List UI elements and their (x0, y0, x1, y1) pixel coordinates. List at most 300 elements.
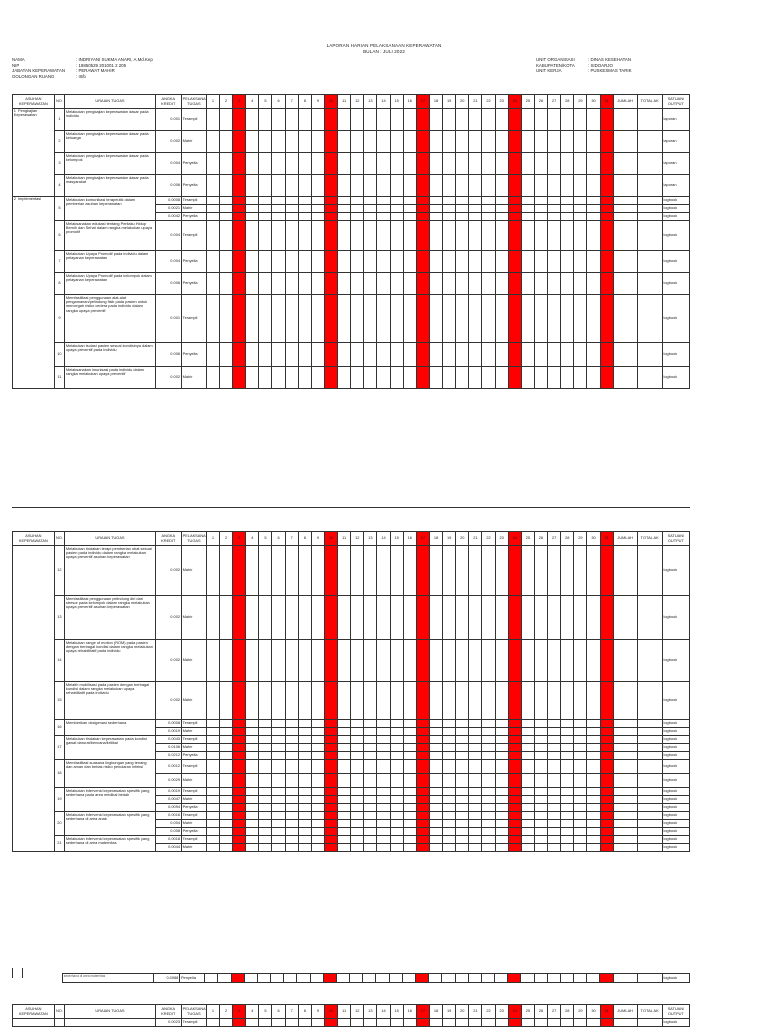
day-cell[interactable] (521, 175, 534, 197)
day-cell[interactable] (534, 720, 547, 728)
day-cell[interactable] (587, 728, 600, 736)
day-cell[interactable] (403, 736, 416, 744)
day-cell[interactable] (574, 175, 587, 197)
day-cell[interactable] (219, 812, 232, 820)
day-cell[interactable] (259, 153, 272, 175)
day-cell[interactable] (548, 836, 561, 844)
day-cell[interactable] (495, 812, 508, 820)
day-cell[interactable] (219, 367, 232, 389)
day-cell[interactable] (364, 820, 377, 828)
day-cell[interactable] (259, 804, 272, 812)
day-cell[interactable] (311, 828, 324, 836)
day-cell[interactable] (508, 205, 521, 213)
day-cell[interactable] (338, 546, 351, 596)
day-cell[interactable] (311, 820, 324, 828)
day-cell[interactable] (548, 812, 561, 820)
day-cell[interactable] (233, 736, 246, 744)
day-cell[interactable] (600, 828, 613, 836)
day-cell[interactable] (521, 760, 534, 774)
day-cell[interactable] (311, 640, 324, 682)
day-cell[interactable] (534, 788, 547, 796)
day-cell[interactable] (246, 295, 259, 343)
day-cell[interactable] (390, 546, 403, 596)
day-cell[interactable] (548, 720, 561, 728)
day-cell[interactable] (403, 820, 416, 828)
day-cell[interactable] (219, 273, 232, 295)
day-cell[interactable] (311, 295, 324, 343)
day-cell[interactable] (403, 640, 416, 682)
day-cell[interactable] (364, 343, 377, 367)
day-cell[interactable] (482, 197, 495, 205)
day-cell[interactable] (206, 774, 219, 788)
day-cell[interactable] (219, 131, 232, 153)
day-cell[interactable] (429, 974, 442, 983)
day-cell[interactable] (443, 812, 456, 820)
day-cell[interactable] (574, 131, 587, 153)
day-cell[interactable] (443, 197, 456, 205)
day-cell[interactable] (495, 828, 508, 836)
day-cell[interactable] (469, 720, 482, 728)
day-cell[interactable] (574, 752, 587, 760)
day-cell[interactable] (285, 367, 298, 389)
day-cell[interactable] (233, 728, 246, 736)
day-cell[interactable] (429, 640, 442, 682)
day-cell[interactable] (390, 844, 403, 852)
day-cell[interactable] (416, 295, 429, 343)
day-cell[interactable] (482, 774, 495, 788)
day-cell[interactable] (587, 774, 600, 788)
total-ak-cell[interactable] (637, 273, 662, 295)
day-cell[interactable] (246, 828, 259, 836)
day-cell[interactable] (403, 596, 416, 640)
day-cell[interactable] (364, 251, 377, 273)
day-cell[interactable] (351, 812, 364, 820)
day-cell[interactable] (324, 251, 337, 273)
total-ak-cell[interactable] (637, 796, 662, 804)
day-cell[interactable] (219, 153, 232, 175)
day-cell[interactable] (508, 367, 521, 389)
total-ak-cell[interactable] (637, 213, 662, 221)
day-cell[interactable] (285, 828, 298, 836)
day-cell[interactable] (206, 836, 219, 844)
day-cell[interactable] (219, 844, 232, 852)
day-cell[interactable] (285, 820, 298, 828)
total-ak-cell[interactable] (637, 820, 662, 828)
day-cell[interactable] (548, 153, 561, 175)
day-cell[interactable] (285, 251, 298, 273)
day-cell[interactable] (272, 788, 285, 796)
day-cell[interactable] (574, 820, 587, 828)
day-cell[interactable] (587, 197, 600, 205)
day-cell[interactable] (416, 251, 429, 273)
day-cell[interactable] (390, 728, 403, 736)
day-cell[interactable] (561, 788, 574, 796)
day-cell[interactable] (311, 728, 324, 736)
day-cell[interactable] (324, 720, 337, 728)
day-cell[interactable] (364, 109, 377, 131)
day-cell[interactable] (495, 153, 508, 175)
day-cell[interactable] (311, 221, 324, 251)
day-cell[interactable] (561, 367, 574, 389)
day-cell[interactable] (600, 760, 613, 774)
day-cell[interactable] (364, 812, 377, 820)
day-cell[interactable] (377, 736, 390, 744)
day-cell[interactable] (219, 109, 232, 131)
day-cell[interactable] (469, 109, 482, 131)
day-cell[interactable] (495, 752, 508, 760)
day-cell[interactable] (429, 820, 442, 828)
day-cell[interactable] (324, 796, 337, 804)
day-cell[interactable] (403, 367, 416, 389)
day-cell[interactable] (272, 752, 285, 760)
day-cell[interactable] (364, 728, 377, 736)
day-cell[interactable] (443, 205, 456, 213)
day-cell[interactable] (561, 596, 574, 640)
day-cell[interactable] (600, 812, 613, 820)
day-cell[interactable] (495, 796, 508, 804)
day-cell[interactable] (364, 774, 377, 788)
day-cell[interactable] (521, 213, 534, 221)
day-cell[interactable] (206, 682, 219, 720)
day-cell[interactable] (561, 720, 574, 728)
day-cell[interactable] (416, 820, 429, 828)
day-cell[interactable] (495, 273, 508, 295)
day-cell[interactable] (219, 640, 232, 682)
day-cell[interactable] (298, 820, 311, 828)
day-cell[interactable] (600, 596, 613, 640)
day-cell[interactable] (364, 153, 377, 175)
day-cell[interactable] (364, 828, 377, 836)
day-cell[interactable] (456, 836, 469, 844)
day-cell[interactable] (311, 197, 324, 205)
day-cell[interactable] (429, 273, 442, 295)
day-cell[interactable] (285, 836, 298, 844)
day-cell[interactable] (429, 197, 442, 205)
day-cell[interactable] (246, 836, 259, 844)
day-cell[interactable] (521, 197, 534, 205)
day-cell[interactable] (298, 774, 311, 788)
day-cell[interactable] (233, 812, 246, 820)
total-ak-cell[interactable] (637, 828, 662, 836)
day-cell[interactable] (338, 774, 351, 788)
day-cell[interactable] (469, 828, 482, 836)
day-cell[interactable] (246, 812, 259, 820)
day-cell[interactable] (416, 774, 429, 788)
day-cell[interactable] (206, 153, 219, 175)
day-cell[interactable] (574, 728, 587, 736)
day-cell[interactable] (416, 744, 429, 752)
jumlah-cell[interactable] (613, 175, 637, 197)
day-cell[interactable] (233, 596, 246, 640)
day-cell[interactable] (298, 175, 311, 197)
day-cell[interactable] (456, 295, 469, 343)
total-ak-cell[interactable] (637, 251, 662, 273)
day-cell[interactable] (285, 720, 298, 728)
day-cell[interactable] (574, 744, 587, 752)
jumlah-cell[interactable] (613, 221, 637, 251)
jumlah-cell[interactable] (613, 774, 637, 788)
day-cell[interactable] (311, 812, 324, 820)
day-cell[interactable] (377, 596, 390, 640)
jumlah-cell[interactable] (613, 343, 637, 367)
day-cell[interactable] (206, 131, 219, 153)
day-cell[interactable] (259, 343, 272, 367)
day-cell[interactable] (403, 213, 416, 221)
day-cell[interactable] (246, 197, 259, 205)
day-cell[interactable] (548, 728, 561, 736)
day-cell[interactable] (521, 836, 534, 844)
day-cell[interactable] (469, 820, 482, 828)
day-cell[interactable] (456, 205, 469, 213)
day-cell[interactable] (338, 820, 351, 828)
day-cell[interactable] (508, 131, 521, 153)
day-cell[interactable] (443, 221, 456, 251)
total-ak-cell[interactable] (637, 596, 662, 640)
day-cell[interactable] (364, 682, 377, 720)
day-cell[interactable] (456, 640, 469, 682)
day-cell[interactable] (443, 131, 456, 153)
day-cell[interactable] (443, 774, 456, 788)
day-cell[interactable] (364, 367, 377, 389)
day-cell[interactable] (548, 640, 561, 682)
day-cell[interactable] (508, 788, 521, 796)
day-cell[interactable] (233, 221, 246, 251)
day-cell[interactable] (377, 175, 390, 197)
day-cell[interactable] (600, 205, 613, 213)
day-cell[interactable] (508, 812, 521, 820)
day-cell[interactable] (482, 295, 495, 343)
day-cell[interactable] (469, 273, 482, 295)
day-cell[interactable] (219, 744, 232, 752)
day-cell[interactable] (495, 295, 508, 343)
day-cell[interactable] (272, 251, 285, 273)
day-cell[interactable] (351, 175, 364, 197)
day-cell[interactable] (390, 343, 403, 367)
day-cell[interactable] (587, 1019, 600, 1027)
day-cell[interactable] (311, 682, 324, 720)
day-cell[interactable] (364, 596, 377, 640)
day-cell[interactable] (298, 736, 311, 744)
jumlah-cell[interactable] (613, 844, 637, 852)
day-cell[interactable] (402, 974, 415, 983)
day-cell[interactable] (534, 131, 547, 153)
day-cell[interactable] (495, 596, 508, 640)
day-cell[interactable] (416, 175, 429, 197)
day-cell[interactable] (233, 788, 246, 796)
total-ak-cell[interactable] (637, 1019, 662, 1027)
day-cell[interactable] (429, 836, 442, 844)
day-cell[interactable] (272, 213, 285, 221)
day-cell[interactable] (389, 974, 402, 983)
day-cell[interactable] (364, 546, 377, 596)
day-cell[interactable] (272, 736, 285, 744)
day-cell[interactable] (443, 820, 456, 828)
day-cell[interactable] (219, 752, 232, 760)
day-cell[interactable] (600, 273, 613, 295)
day-cell[interactable] (469, 1019, 482, 1027)
day-cell[interactable] (272, 343, 285, 367)
day-cell[interactable] (548, 175, 561, 197)
day-cell[interactable] (415, 974, 428, 983)
day-cell[interactable] (561, 796, 574, 804)
day-cell[interactable] (534, 736, 547, 744)
day-cell[interactable] (443, 251, 456, 273)
day-cell[interactable] (469, 343, 482, 367)
day-cell[interactable] (351, 273, 364, 295)
day-cell[interactable] (259, 774, 272, 788)
day-cell[interactable] (231, 974, 244, 983)
jumlah-cell[interactable] (613, 836, 637, 844)
day-cell[interactable] (482, 844, 495, 852)
day-cell[interactable] (429, 728, 442, 736)
day-cell[interactable] (259, 1019, 272, 1027)
day-cell[interactable] (285, 546, 298, 596)
day-cell[interactable] (469, 788, 482, 796)
day-cell[interactable] (456, 812, 469, 820)
day-cell[interactable] (377, 251, 390, 273)
day-cell[interactable] (534, 109, 547, 131)
day-cell[interactable] (587, 213, 600, 221)
day-cell[interactable] (561, 213, 574, 221)
day-cell[interactable] (206, 295, 219, 343)
day-cell[interactable] (338, 760, 351, 774)
day-cell[interactable] (298, 812, 311, 820)
day-cell[interactable] (456, 343, 469, 367)
day-cell[interactable] (390, 251, 403, 273)
day-cell[interactable] (429, 828, 442, 836)
day-cell[interactable] (495, 175, 508, 197)
day-cell[interactable] (521, 295, 534, 343)
day-cell[interactable] (338, 844, 351, 852)
day-cell[interactable] (521, 820, 534, 828)
day-cell[interactable] (272, 796, 285, 804)
day-cell[interactable] (338, 273, 351, 295)
day-cell[interactable] (416, 273, 429, 295)
day-cell[interactable] (272, 744, 285, 752)
day-cell[interactable] (456, 251, 469, 273)
day-cell[interactable] (285, 221, 298, 251)
day-cell[interactable] (495, 1019, 508, 1027)
day-cell[interactable] (443, 153, 456, 175)
day-cell[interactable] (377, 273, 390, 295)
day-cell[interactable] (443, 546, 456, 596)
day-cell[interactable] (469, 736, 482, 744)
day-cell[interactable] (298, 295, 311, 343)
day-cell[interactable] (429, 812, 442, 820)
day-cell[interactable] (351, 760, 364, 774)
day-cell[interactable] (233, 752, 246, 760)
day-cell[interactable] (403, 752, 416, 760)
day-cell[interactable] (298, 796, 311, 804)
day-cell[interactable] (390, 752, 403, 760)
day-cell[interactable] (469, 213, 482, 221)
day-cell[interactable] (429, 804, 442, 812)
day-cell[interactable] (429, 153, 442, 175)
day-cell[interactable] (508, 153, 521, 175)
day-cell[interactable] (429, 343, 442, 367)
day-cell[interactable] (206, 1019, 219, 1027)
day-cell[interactable] (416, 788, 429, 796)
day-cell[interactable] (416, 109, 429, 131)
day-cell[interactable] (521, 796, 534, 804)
day-cell[interactable] (574, 788, 587, 796)
day-cell[interactable] (390, 221, 403, 251)
total-ak-cell[interactable] (637, 343, 662, 367)
day-cell[interactable] (416, 736, 429, 744)
day-cell[interactable] (561, 273, 574, 295)
day-cell[interactable] (482, 682, 495, 720)
day-cell[interactable] (495, 744, 508, 752)
day-cell[interactable] (521, 109, 534, 131)
day-cell[interactable] (351, 752, 364, 760)
day-cell[interactable] (587, 720, 600, 728)
day-cell[interactable] (521, 744, 534, 752)
day-cell[interactable] (469, 812, 482, 820)
day-cell[interactable] (574, 974, 587, 983)
total-ak-cell[interactable] (637, 109, 662, 131)
day-cell[interactable] (534, 213, 547, 221)
day-cell[interactable] (482, 720, 495, 728)
day-cell[interactable] (403, 774, 416, 788)
day-cell[interactable] (206, 109, 219, 131)
day-cell[interactable] (206, 812, 219, 820)
day-cell[interactable] (521, 720, 534, 728)
jumlah-cell[interactable] (613, 367, 637, 389)
day-cell[interactable] (469, 205, 482, 213)
day-cell[interactable] (521, 828, 534, 836)
day-cell[interactable] (206, 744, 219, 752)
day-cell[interactable] (429, 596, 442, 640)
day-cell[interactable] (508, 1019, 521, 1027)
day-cell[interactable] (574, 343, 587, 367)
day-cell[interactable] (534, 1019, 547, 1027)
day-cell[interactable] (259, 273, 272, 295)
day-cell[interactable] (364, 213, 377, 221)
day-cell[interactable] (390, 213, 403, 221)
day-cell[interactable] (272, 774, 285, 788)
day-cell[interactable] (443, 273, 456, 295)
day-cell[interactable] (206, 367, 219, 389)
day-cell[interactable] (561, 205, 574, 213)
day-cell[interactable] (508, 295, 521, 343)
day-cell[interactable] (534, 752, 547, 760)
day-cell[interactable] (311, 760, 324, 774)
day-cell[interactable] (206, 828, 219, 836)
jumlah-cell[interactable] (613, 546, 637, 596)
total-ak-cell[interactable] (637, 197, 662, 205)
day-cell[interactable] (311, 836, 324, 844)
day-cell[interactable] (298, 744, 311, 752)
day-cell[interactable] (548, 844, 561, 852)
day-cell[interactable] (285, 175, 298, 197)
day-cell[interactable] (390, 836, 403, 844)
total-ak-cell[interactable] (637, 367, 662, 389)
day-cell[interactable] (351, 720, 364, 728)
day-cell[interactable] (534, 175, 547, 197)
day-cell[interactable] (351, 131, 364, 153)
day-cell[interactable] (219, 828, 232, 836)
day-cell[interactable] (469, 221, 482, 251)
day-cell[interactable] (259, 788, 272, 796)
day-cell[interactable] (351, 596, 364, 640)
day-cell[interactable] (587, 804, 600, 812)
jumlah-cell[interactable] (613, 828, 637, 836)
day-cell[interactable] (364, 736, 377, 744)
day-cell[interactable] (443, 728, 456, 736)
day-cell[interactable] (561, 109, 574, 131)
day-cell[interactable] (443, 736, 456, 744)
total-ak-cell[interactable] (637, 205, 662, 213)
